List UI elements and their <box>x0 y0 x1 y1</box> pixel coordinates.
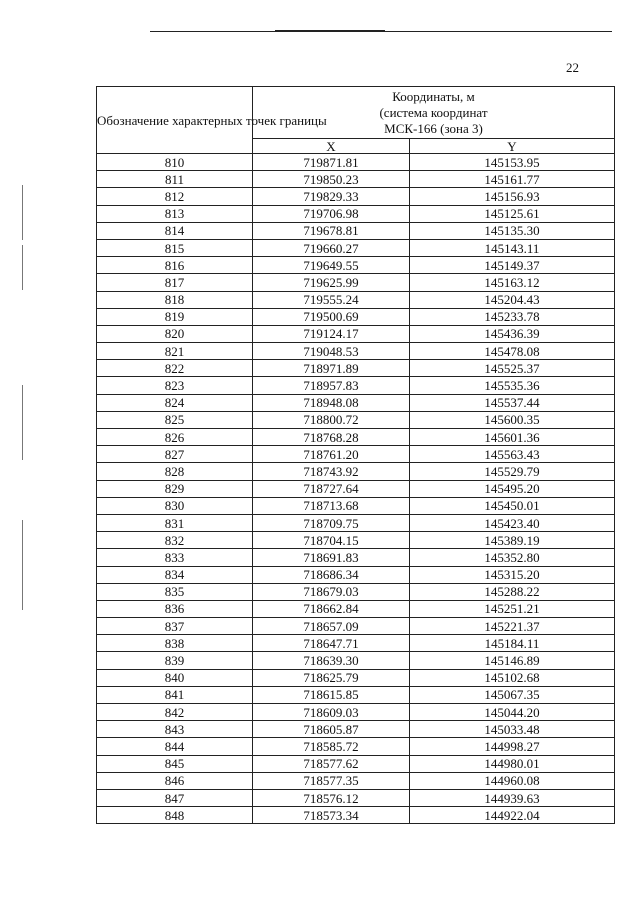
y-coordinate-cell: 145033.48 <box>410 721 615 738</box>
table-row <box>97 463 615 480</box>
margin-mark <box>22 385 23 460</box>
y-coordinate-cell: 145102.68 <box>410 669 615 686</box>
table-row <box>97 325 615 342</box>
point-id-cell: 846 <box>97 772 253 789</box>
x-coordinate-cell: 719660.27 <box>253 239 410 256</box>
table-row <box>97 635 615 652</box>
point-id-cell: 839 <box>97 652 253 669</box>
point-id-cell: 847 <box>97 789 253 806</box>
x-coordinate-cell: 719678.81 <box>253 222 410 239</box>
table-row <box>97 171 615 188</box>
x-coordinate-cell: 719625.99 <box>253 274 410 291</box>
point-id-cell: 820 <box>97 325 253 342</box>
y-coordinate-cell: 145184.11 <box>410 635 615 652</box>
x-coordinate-cell: 718647.71 <box>253 635 410 652</box>
x-coordinate-cell: 718948.08 <box>253 394 410 411</box>
x-coordinate-cell: 718577.35 <box>253 772 410 789</box>
x-coordinate-cell: 719048.53 <box>253 343 410 360</box>
y-coordinate-cell: 144980.01 <box>410 755 615 772</box>
y-coordinate-cell: 145125.61 <box>410 205 615 222</box>
x-coordinate-cell: 718605.87 <box>253 721 410 738</box>
table-row <box>97 360 615 377</box>
y-coordinate-cell: 145146.89 <box>410 652 615 669</box>
x-coordinate-cell: 719555.24 <box>253 291 410 308</box>
y-coordinate-cell: 145537.44 <box>410 394 615 411</box>
y-coordinate-cell: 145601.36 <box>410 429 615 446</box>
x-coordinate-cell: 718576.12 <box>253 789 410 806</box>
x-coordinate-cell: 718639.30 <box>253 652 410 669</box>
table-row <box>97 154 615 171</box>
y-coordinate-cell: 145067.35 <box>410 686 615 703</box>
x-coordinate-cell: 719871.81 <box>253 154 410 171</box>
point-id-cell: 817 <box>97 274 253 291</box>
table-row <box>97 566 615 583</box>
x-coordinate-cell: 718704.15 <box>253 532 410 549</box>
y-coordinate-cell: 145389.19 <box>410 532 615 549</box>
x-column-header: X <box>253 139 410 154</box>
table-row <box>97 549 615 566</box>
point-id-cell: 836 <box>97 600 253 617</box>
x-coordinate-cell: 718662.84 <box>253 600 410 617</box>
y-coordinate-cell: 145135.30 <box>410 222 615 239</box>
margin-mark <box>22 185 23 240</box>
y-coordinate-cell: 145535.36 <box>410 377 615 394</box>
table-row <box>97 738 615 755</box>
y-coordinate-cell: 145251.21 <box>410 600 615 617</box>
point-id-cell: 842 <box>97 704 253 721</box>
x-coordinate-cell: 718609.03 <box>253 704 410 721</box>
coordinates-table <box>96 86 615 824</box>
table-row <box>97 669 615 686</box>
x-coordinate-cell: 718686.34 <box>253 566 410 583</box>
table-row <box>97 222 615 239</box>
table-row <box>97 377 615 394</box>
point-id-cell: 815 <box>97 239 253 256</box>
table-row <box>97 600 615 617</box>
x-coordinate-cell: 718679.03 <box>253 583 410 600</box>
y-coordinate-cell: 145044.20 <box>410 704 615 721</box>
x-coordinate-cell: 718727.64 <box>253 480 410 497</box>
coordinates-header-line: (система координат <box>379 104 488 120</box>
coordinates-header-line: Координаты, м <box>392 88 475 104</box>
point-id-cell: 843 <box>97 721 253 738</box>
point-id-cell: 828 <box>97 463 253 480</box>
table-row <box>97 239 615 256</box>
y-coordinate-cell: 145221.37 <box>410 618 615 635</box>
x-coordinate-cell: 718585.72 <box>253 738 410 755</box>
y-coordinate-cell: 145156.93 <box>410 188 615 205</box>
table-row <box>97 394 615 411</box>
x-coordinate-cell: 719829.33 <box>253 188 410 205</box>
y-coordinate-cell: 145288.22 <box>410 583 615 600</box>
margin-mark <box>22 245 23 290</box>
x-coordinate-cell: 719649.55 <box>253 257 410 274</box>
x-coordinate-cell: 718768.28 <box>253 429 410 446</box>
top-rule-thick <box>275 30 385 32</box>
x-coordinate-cell: 719706.98 <box>253 205 410 222</box>
point-id-cell: 813 <box>97 205 253 222</box>
x-coordinate-cell: 718971.89 <box>253 360 410 377</box>
table-row <box>97 652 615 669</box>
point-id-cell: 833 <box>97 549 253 566</box>
point-id-cell: 832 <box>97 532 253 549</box>
y-coordinate-cell: 145315.20 <box>410 566 615 583</box>
point-id-cell: 835 <box>97 583 253 600</box>
point-id-cell: 840 <box>97 669 253 686</box>
x-coordinate-cell: 718761.20 <box>253 446 410 463</box>
point-id-cell: 810 <box>97 154 253 171</box>
y-coordinate-cell: 145478.08 <box>410 343 615 360</box>
y-coordinate-cell: 145153.95 <box>410 154 615 171</box>
y-coordinate-cell: 145143.11 <box>410 239 615 256</box>
table-row <box>97 411 615 428</box>
point-id-cell: 830 <box>97 497 253 514</box>
y-coordinate-cell: 145149.37 <box>410 257 615 274</box>
y-coordinate-cell: 145423.40 <box>410 514 615 531</box>
table-row <box>97 291 615 308</box>
x-coordinate-cell: 719124.17 <box>253 325 410 342</box>
table-row <box>97 583 615 600</box>
table-row <box>97 429 615 446</box>
table-row <box>97 721 615 738</box>
point-id-cell: 845 <box>97 755 253 772</box>
point-id-cell: 829 <box>97 480 253 497</box>
y-coordinate-cell: 145495.20 <box>410 480 615 497</box>
table-row <box>97 308 615 325</box>
table-row <box>97 188 615 205</box>
point-id-cell: 822 <box>97 360 253 377</box>
point-id-cell: 831 <box>97 514 253 531</box>
point-column-header: Обозначение характерных точек границы <box>97 87 253 154</box>
table-row <box>97 789 615 806</box>
point-id-cell: 819 <box>97 308 253 325</box>
x-coordinate-cell: 719500.69 <box>253 308 410 325</box>
point-id-cell: 825 <box>97 411 253 428</box>
table-row <box>97 274 615 291</box>
table-row <box>97 514 615 531</box>
y-coordinate-cell: 145352.80 <box>410 549 615 566</box>
y-coordinate-cell: 145529.79 <box>410 463 615 480</box>
x-coordinate-cell: 718800.72 <box>253 411 410 428</box>
table-row <box>97 772 615 789</box>
margin-mark <box>22 520 23 610</box>
point-id-cell: 814 <box>97 222 253 239</box>
y-coordinate-cell: 145161.77 <box>410 171 615 188</box>
x-coordinate-cell: 718577.62 <box>253 755 410 772</box>
x-coordinate-cell: 718691.83 <box>253 549 410 566</box>
y-coordinate-cell: 144922.04 <box>410 807 615 824</box>
table-row <box>97 497 615 514</box>
y-coordinate-cell: 144960.08 <box>410 772 615 789</box>
x-coordinate-cell: 718713.68 <box>253 497 410 514</box>
table-row <box>97 755 615 772</box>
y-coordinate-cell: 145233.78 <box>410 308 615 325</box>
y-coordinate-cell: 144998.27 <box>410 738 615 755</box>
x-coordinate-cell: 718657.09 <box>253 618 410 635</box>
point-id-cell: 824 <box>97 394 253 411</box>
y-coordinate-cell: 145163.12 <box>410 274 615 291</box>
coordinates-header-line: МСК-166 (зона 3) <box>384 120 483 136</box>
table-row <box>97 205 615 222</box>
page-number: 22 <box>566 60 579 75</box>
x-coordinate-cell: 718615.85 <box>253 686 410 703</box>
x-coordinate-cell: 718625.79 <box>253 669 410 686</box>
y-column-header: Y <box>410 139 615 154</box>
y-coordinate-cell: 145525.37 <box>410 360 615 377</box>
table-row <box>97 686 615 703</box>
table-row <box>97 480 615 497</box>
point-id-cell: 811 <box>97 171 253 188</box>
point-id-cell: 848 <box>97 807 253 824</box>
y-coordinate-cell: 145600.35 <box>410 411 615 428</box>
table-row <box>97 807 615 824</box>
table-row <box>97 446 615 463</box>
y-coordinate-cell: 144939.63 <box>410 789 615 806</box>
table-row <box>97 257 615 274</box>
table-row <box>97 704 615 721</box>
point-id-cell: 838 <box>97 635 253 652</box>
x-coordinate-cell: 718957.83 <box>253 377 410 394</box>
point-id-cell: 844 <box>97 738 253 755</box>
table-row <box>97 532 615 549</box>
point-id-cell: 818 <box>97 291 253 308</box>
table-row <box>97 618 615 635</box>
y-coordinate-cell: 145563.43 <box>410 446 615 463</box>
point-id-cell: 827 <box>97 446 253 463</box>
table-row <box>97 343 615 360</box>
x-coordinate-cell: 719850.23 <box>253 171 410 188</box>
point-id-cell: 834 <box>97 566 253 583</box>
x-coordinate-cell: 718573.34 <box>253 807 410 824</box>
y-coordinate-cell: 145204.43 <box>410 291 615 308</box>
point-id-cell: 826 <box>97 429 253 446</box>
point-id-cell: 823 <box>97 377 253 394</box>
point-id-cell: 841 <box>97 686 253 703</box>
x-coordinate-cell: 718743.92 <box>253 463 410 480</box>
point-id-cell: 837 <box>97 618 253 635</box>
y-coordinate-cell: 145450.01 <box>410 497 615 514</box>
point-id-cell: 812 <box>97 188 253 205</box>
y-coordinate-cell: 145436.39 <box>410 325 615 342</box>
point-id-cell: 816 <box>97 257 253 274</box>
x-coordinate-cell: 718709.75 <box>253 514 410 531</box>
point-id-cell: 821 <box>97 343 253 360</box>
